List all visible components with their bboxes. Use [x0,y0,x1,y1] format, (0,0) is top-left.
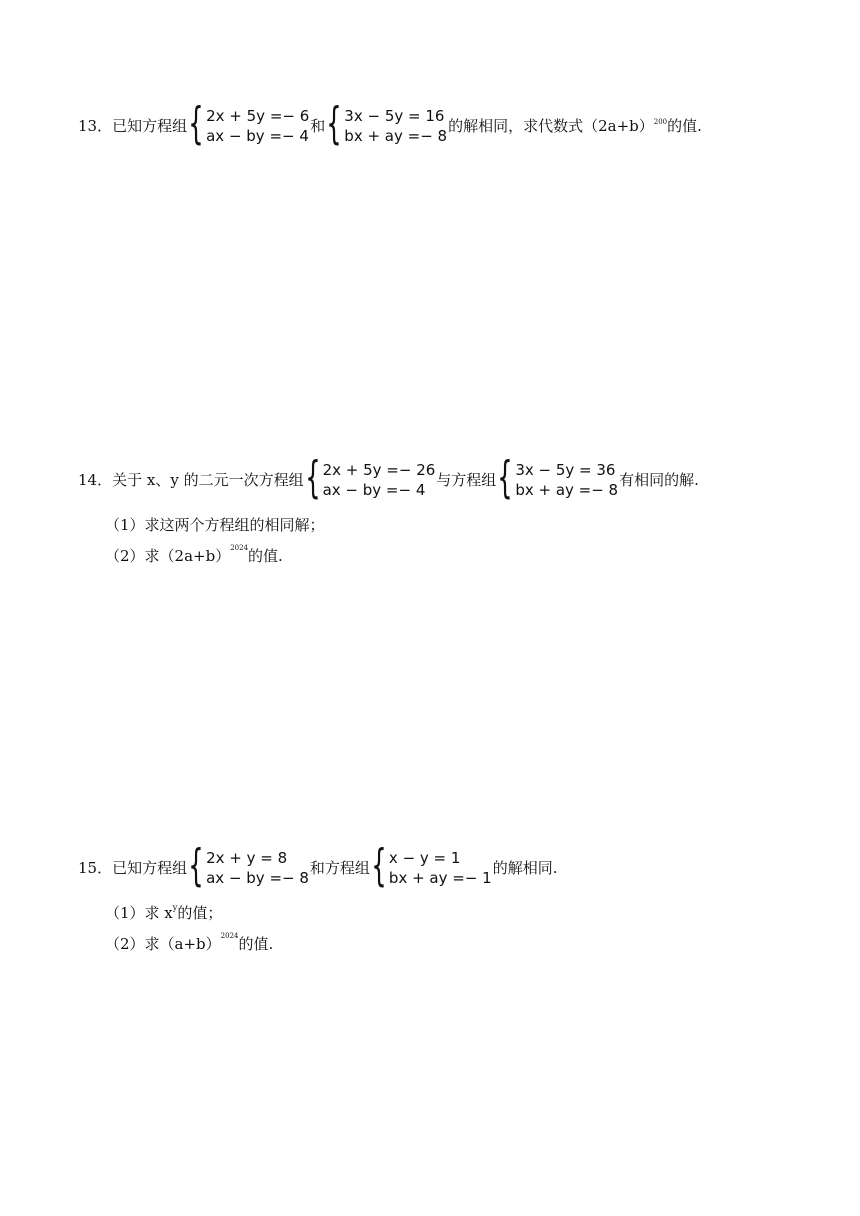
equation-system-2 [326,98,448,149]
question-15 [78,840,558,953]
stem-text: 已知方程组 [112,116,188,135]
exponent: 2024 [230,544,249,552]
brace-glyph: { [188,98,204,149]
question-number: 15． [78,858,113,877]
brace-glyph: { [188,840,204,891]
question-number: 14． [78,470,113,489]
equation: 3x − 5y = 36 [515,461,616,479]
stem-text: 有相同的解. [619,470,699,489]
exponent: 2024 [220,932,239,940]
equation: 3x − 5y = 16 [344,107,445,125]
exponent: 200 [653,117,668,126]
question-14 [78,452,699,565]
stem-text: 已知方程组 [112,858,188,877]
equation-system-2 [371,840,492,891]
sub-question-1 [78,903,558,922]
equation-system-1 [188,840,309,891]
sub-question-1: （1）求这两个方程组的相同解； [105,516,325,534]
sub-question-2 [78,932,558,953]
brace-glyph: { [371,840,387,891]
sub-question-text: （1）求 x [105,904,173,922]
question-13 [78,98,702,149]
stem-text: 与方程组 [436,470,497,489]
question-14-stem [78,452,699,503]
question-15-stem [78,840,558,891]
equation: 2x + y = 8 [206,849,288,867]
sub-question-text: 的值. [248,547,283,565]
equation: 2x + 5y =− 26 [322,461,436,479]
brace-glyph: { [326,98,342,149]
equation: ax − by =− 4 [206,127,309,145]
equation-system-1 [304,452,436,503]
sub-question-text: （2）求（2a+b） [105,547,231,565]
stem-text: 和方程组 [309,858,370,877]
equation: bx + ay =− 1 [388,869,492,887]
equation-system-2 [497,452,619,503]
sub-question-2 [78,544,699,565]
sub-question-text: （2）求（a+b） [105,935,221,953]
exponent: y [172,903,178,912]
equation: bx + ay =− 8 [515,481,619,499]
sub-question-text: 的值. [238,935,274,953]
equation: x − y = 1 [388,849,461,867]
question-13-stem [78,98,702,149]
sub-question-text: 的值； [177,904,223,922]
stem-text: 的值. [667,116,702,135]
equation: ax − by =− 8 [206,869,309,887]
equation: ax − by =− 4 [322,481,426,499]
stem-text: 的解相同，求代数式（2a+b） [448,116,654,135]
stem-text: 的解相同. [492,858,558,877]
question-number: 13． [78,116,113,135]
equation: 2x + 5y =− 6 [206,107,310,125]
brace-glyph: { [497,452,514,503]
stem-text: 关于 x、y 的二元一次方程组 [112,470,304,489]
equation-system-1 [188,98,310,149]
brace-glyph: { [304,452,321,503]
stem-text: 和 [310,116,326,135]
equation: bx + ay =− 8 [344,127,448,145]
